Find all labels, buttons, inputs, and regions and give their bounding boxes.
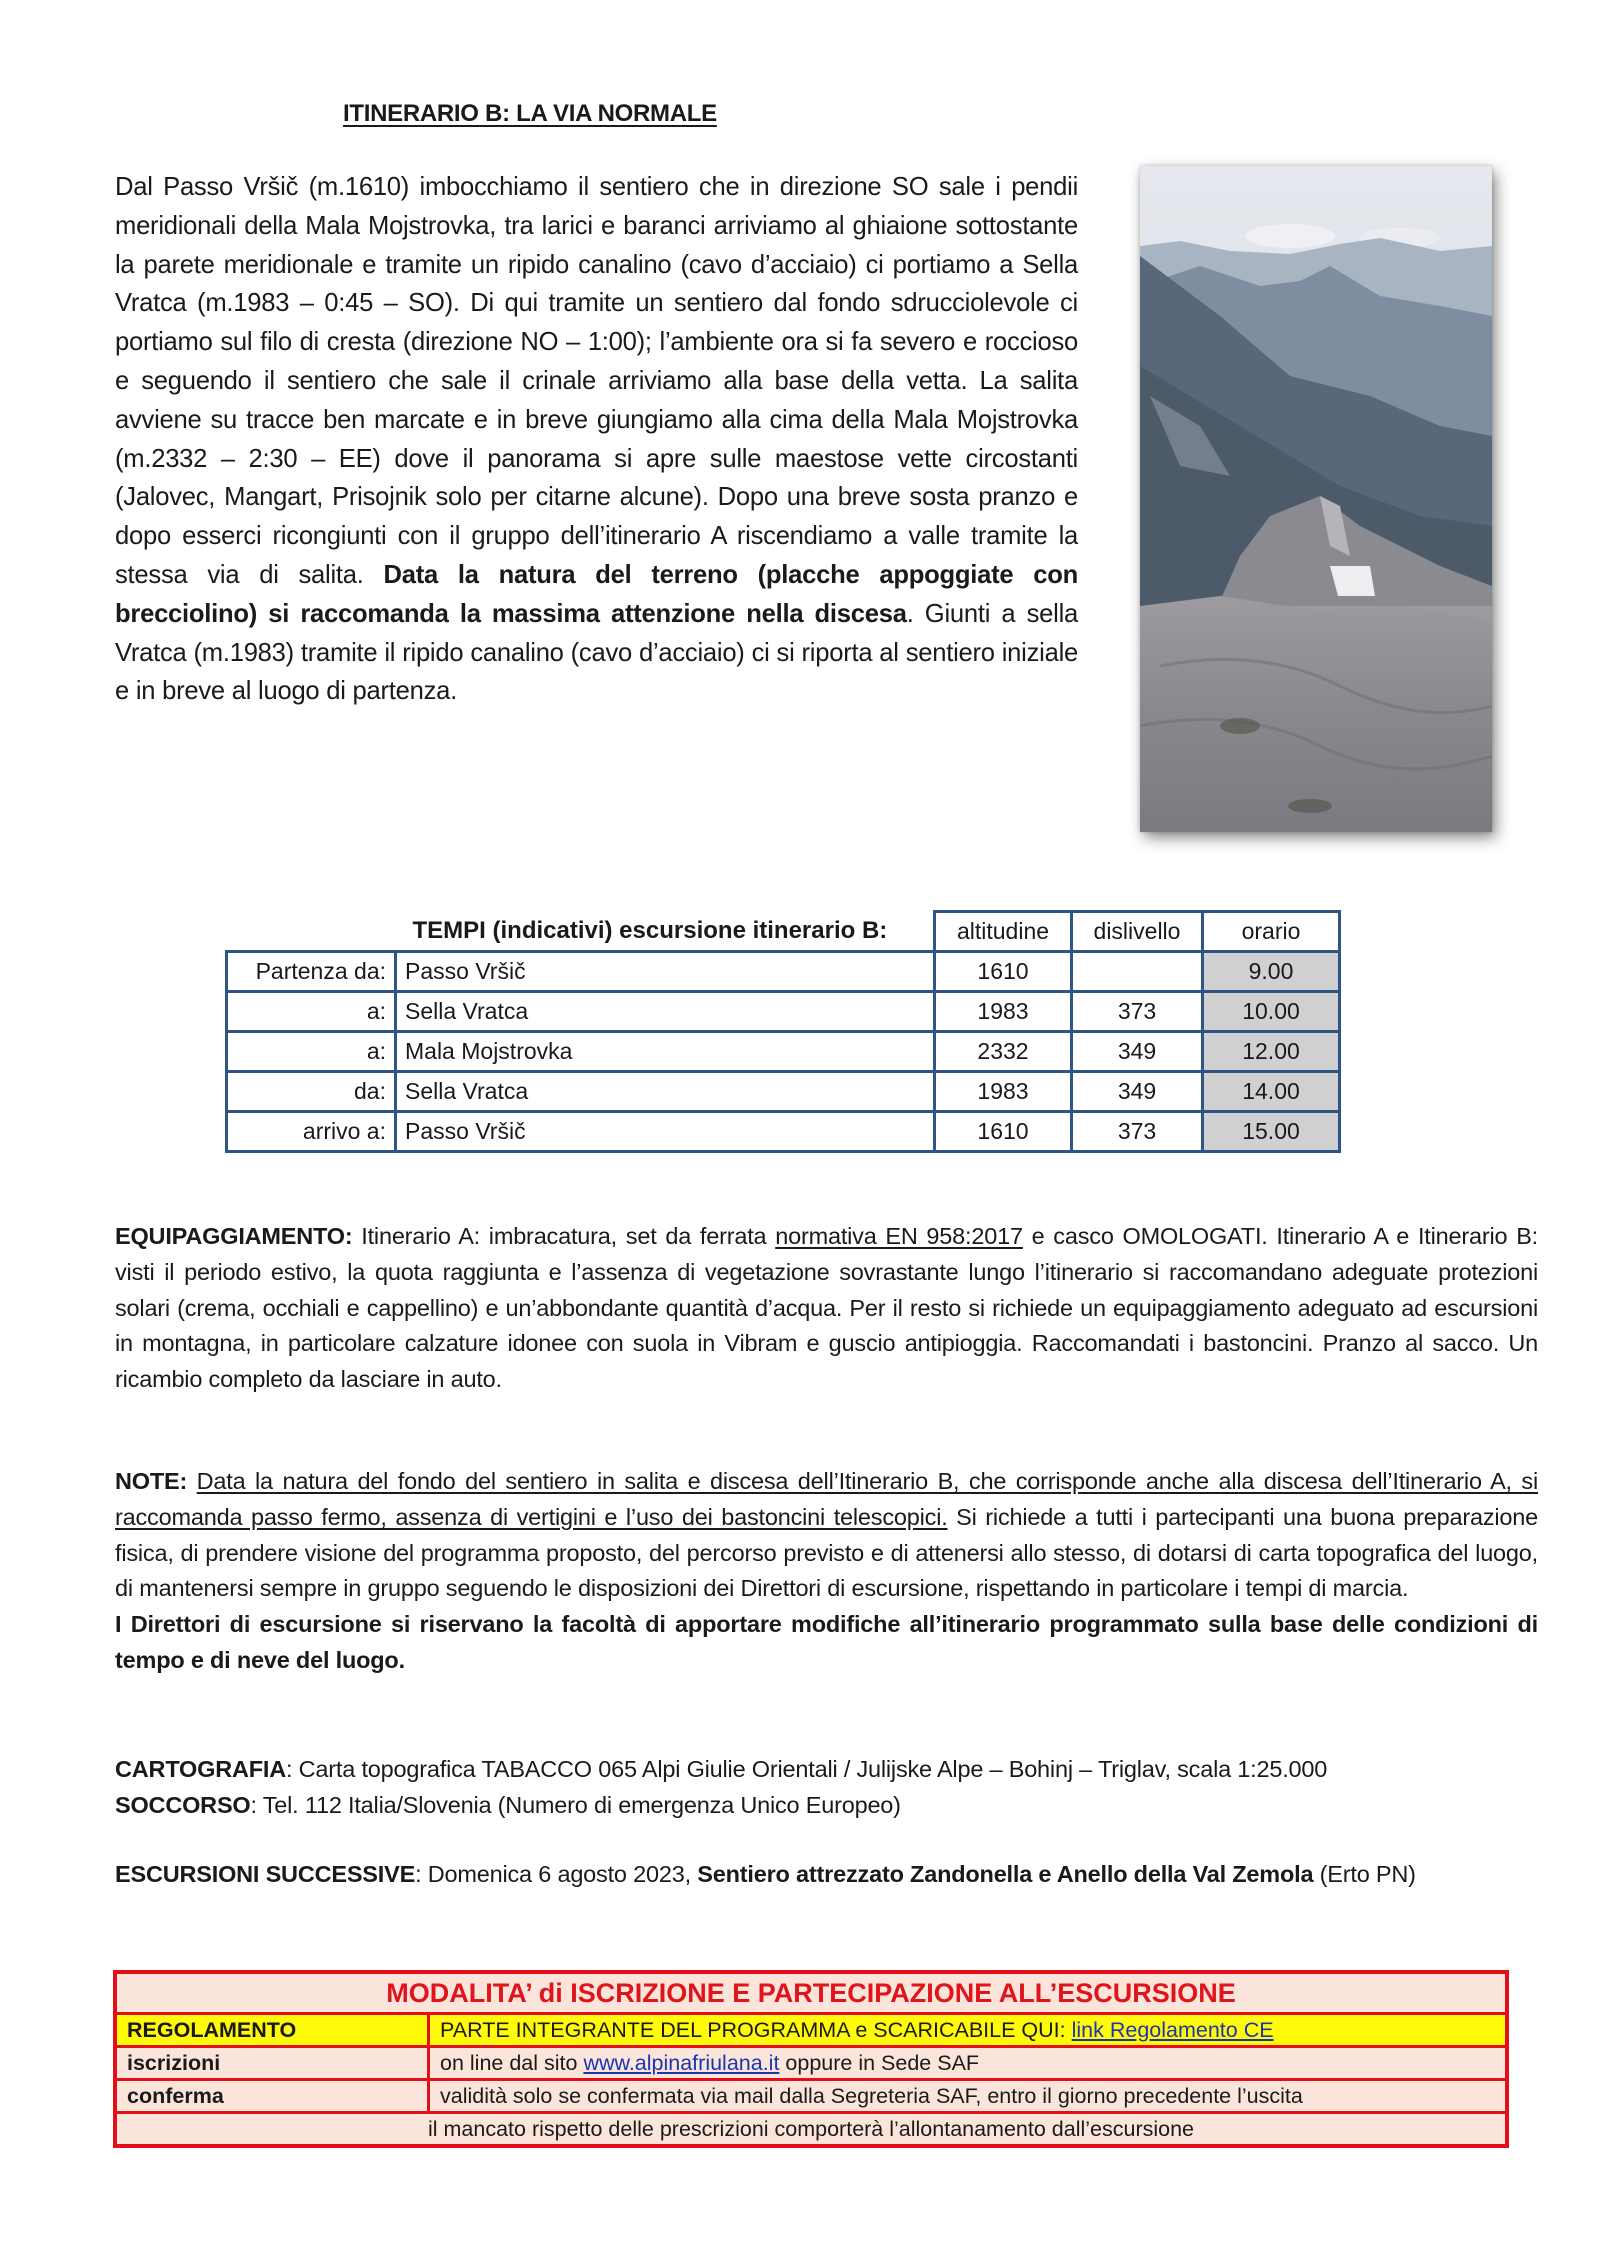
next-excursions-date: : Domenica 6 agosto 2023, [415,1861,698,1887]
row-place: Sella Vratca [396,992,935,1032]
regolamento-row [115,2014,1507,2047]
row-orario: 9.00 [1203,952,1340,992]
cartography-section [115,1752,1538,1824]
times-table-title: TEMPI (indicativi) escursione itinerario B: [412,916,888,944]
header-dislivello: dislivello [1072,912,1203,952]
equipment-label: EQUIPAGGIAMENTO: [115,1223,353,1249]
photo-image [1140,166,1492,832]
iscrizioni-text: on line dal sito [440,2050,584,2075]
next-excursions-location: (Erto PN) [1313,1861,1416,1887]
notes-text: Si richiede a tutti i partecipanti una buona preparazione fisica, di prendere visione del programma proposto, del percorso previsto e di attenersi allo stesso, di dotarsi di carta topografica del luogo, di mantenersi sempre in gruppo seguendo le disposizioni dei Direttori di escursione, rispettando in particolare i tempi di marcia. [115,1503,1538,1602]
next-excursions-section [115,1857,1538,1893]
notes-section [115,1464,1538,1679]
times-header-row [227,912,1340,952]
row-orario: 14.00 [1203,1072,1340,1112]
row-place: Mala Mojstrovka [396,1032,935,1072]
iscrizioni-text-end: oppure in Sede SAF [779,2050,980,2075]
row-altitudine: 1983 [935,992,1072,1032]
iscrizioni-row [115,2047,1507,2080]
row-altitudine: 1983 [935,1072,1072,1112]
section-title: ITINERARIO B: LA VIA NORMALE [343,100,717,127]
registration-table [113,1970,1509,2148]
cartography-text: : Carta topografica TABACCO 065 Alpi Giulie Orientali / Julijske Alpe – Bohinj – Triglav, scala 1:25.000 [286,1756,1328,1782]
rescue-label: SOCCORSO [115,1791,251,1818]
header-orario: orario [1203,912,1340,952]
row-label: a: [227,1032,396,1072]
iscrizioni-key: iscrizioni [115,2047,429,2080]
registration-footer: il mancato rispetto delle prescrizioni comporterà l’allontanamento dall’escursione [115,2113,1507,2147]
row-dislivello [1072,952,1203,992]
equipment-norm: normativa EN 958:2017 [775,1223,1023,1249]
registration-header-row [115,1972,1507,2014]
regolamento-text: PARTE INTEGRANTE DEL PROGRAMMA e SCARICABILE QUI: [440,2017,1072,2042]
row-orario: 12.00 [1203,1032,1340,1072]
next-excursions-label: ESCURSIONI SUCCESSIVE [115,1861,416,1887]
row-altitudine: 1610 [935,1112,1072,1152]
row-dislivello: 349 [1072,1032,1203,1072]
conferma-value: validità solo se confermata via mail dalla Segreteria SAF, entro il giorno precedente l’uscita [429,2080,1508,2113]
cartography-label: CARTOGRAFIA [115,1756,286,1782]
row-dislivello: 349 [1072,1072,1203,1112]
table-row [227,952,1340,992]
times-table [225,910,1341,1153]
row-place: Passo Vršič [396,1112,935,1152]
row-altitudine: 1610 [935,952,1072,992]
mountain-photo [1140,166,1492,832]
table-row [227,1072,1340,1112]
iscrizioni-value [429,2047,1508,2080]
row-orario: 15.00 [1203,1112,1340,1152]
regolamento-link[interactable]: link Regolamento CE [1071,2017,1274,2042]
row-label: arrivo a: [227,1112,396,1152]
intro-warning: Data la natura del terreno (placche appoggiate con brecciolino) si raccomanda la massima attenzione nella discesa [115,560,1078,628]
notes-underlined: Data la natura del fondo del sentiero in salita e discesa dell’Itinerario B, che corrisponde anche alla discesa dell’Itinerario A, si raccomanda passo fermo, assenza di vertigini e l’uso dei bastoncini telescopici. [115,1468,1538,1530]
table-row [227,992,1340,1032]
notes-label: NOTE: [115,1468,188,1494]
header-altitudine: altitudine [935,912,1072,952]
website-link[interactable]: www.alpinafriulana.it [583,2050,780,2075]
equipment-text-end: e casco OMOLOGATI. Itinerario A e Itinerario B: visti il periodo estivo, la quota raggiunta e l’assenza di vegetazione sovrastante lungo l’itinerario si raccomandano adeguate protezioni solari (crema, occhiali e cappellino) e un’abbondante quantità d’acqua. Per il resto si richiede un equipaggiamento adeguato ad escursioni in montagna, in particolare calzature idonee con suola in Vibram e guscio antipioggia. Raccomandati i bastoncini. Pranzo al sacco. Un ricambio completo da lasciare in auto. [115,1223,1538,1393]
rescue-text: : Tel. 112 Italia/Slovenia (Numero di emergenza Unico Europeo) [250,1791,901,1818]
notes-directors-warning: I Direttori di escursione si riservano la facoltà di apportare modifiche all’itinerario programmato sulla base delle condizioni di tempo e di neve del luogo. [115,1611,1538,1673]
row-altitudine: 2332 [935,1032,1072,1072]
table-row [227,1032,1340,1072]
next-excursions-name: Sentiero attrezzato Zandonella e Anello della Val Zemola [697,1861,1314,1887]
row-orario: 10.00 [1203,992,1340,1032]
regolamento-key: REGOLAMENTO [115,2014,429,2047]
intro-text: Dal Passo Vršič (m.1610) imbocchiamo il sentiero che in direzione SO sale i pendii meridionali della Mala Mojstrovka, tra larici e baranci arriviamo al ghiaione sottostante la parete meridionale e tramite un ripido canalino (cavo d’acciaio) ci portiamo a Sella Vratca (m.1983 – 0:45 – SO). Di qui tramite un sentiero dal fondo sdrucciolevole ci portiamo sul filo di cresta (direzione NO – 1:00); l’ambiente ora si fa severo e roccioso e seguendo il sentiero che sale il crinale arriviamo alla base della vetta. La salita avviene su tracce ben marcate e in breve giungiamo alla cima della Mala Mojstrovka (m.2332 – 2:30 – EE) dove il panorama si apre sulle maestose vette circostanti (Jalovec, Mangart, Prisojnik solo per citarne alcune). Dopo una breve sosta pranzo e dopo esserci ricongiunti con il gruppo dell’itinerario A riscendiamo a valle tramite la stessa via di salita. [115,173,1078,589]
row-dislivello: 373 [1072,1112,1203,1152]
conferma-key: conferma [115,2080,429,2113]
conferma-row [115,2080,1507,2113]
row-label: Partenza da: [227,952,396,992]
intro-text-end: . Giunti a sella Vratca (m.1983) tramite il ripido canalino (cavo d’acciaio) ci si riporta al sentiero iniziale e in breve al luogo di partenza. [115,599,1078,706]
table-row [227,1112,1340,1152]
itinerary-description [115,168,1078,711]
row-label: da: [227,1072,396,1112]
regolamento-value [429,2014,1508,2047]
equipment-text: Itinerario A: imbracatura, set da ferrata [352,1223,776,1249]
equipment-section [115,1219,1538,1398]
row-label: a: [227,992,396,1032]
row-place: Passo Vršič [396,952,935,992]
row-place: Sella Vratca [396,1072,935,1112]
row-dislivello: 373 [1072,992,1203,1032]
registration-title: MODALITA’ di ISCRIZIONE E PARTECIPAZIONE ALL’ESCURSIONE [115,1972,1507,2014]
registration-footer-row [115,2113,1507,2147]
